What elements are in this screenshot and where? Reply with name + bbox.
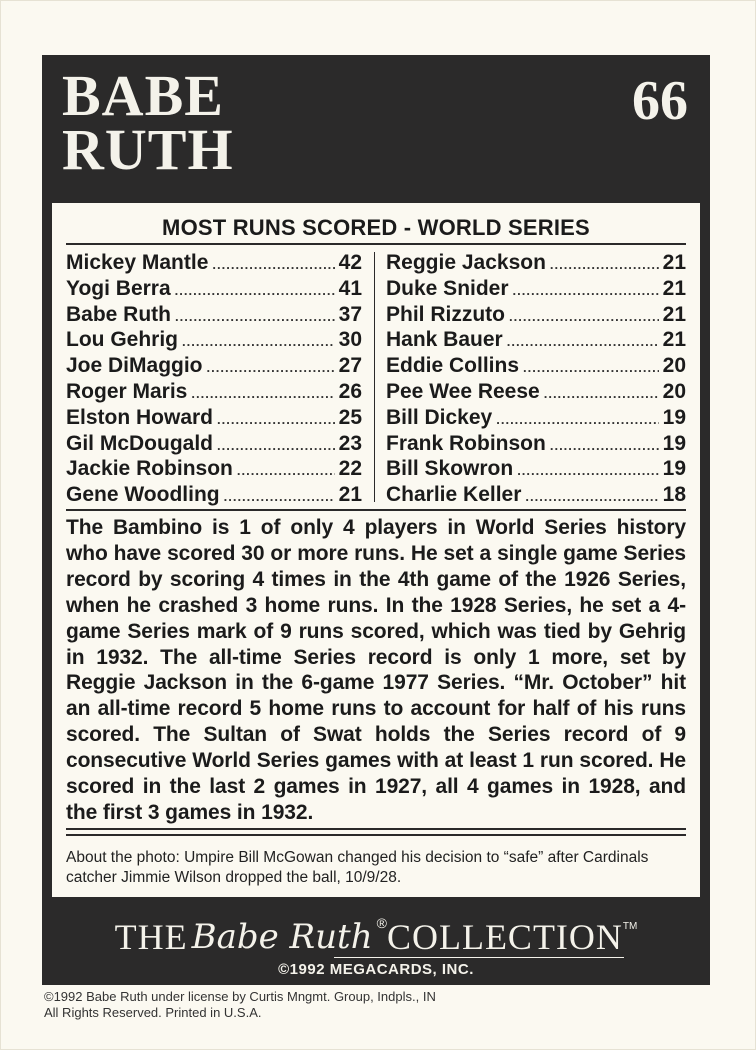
card-header (42, 55, 710, 203)
leader-name: Roger Maris (66, 379, 188, 403)
leader-name: Babe Ruth (66, 302, 171, 326)
legal-line-1: ©1992 Babe Ruth under license by Curtis Mngmt. Group, Indpls., IN (44, 989, 436, 1004)
career-blurb: The Bambino is 1 of only 4 players in World Series history who have scored 30 or more runs. He set a single game Series record by scoring 4 times in the 4th game of the 1926 Series, when he crashed 3 home runs. In the 1928 Series, he set a 4-game Series mark of 9 runs scored, which was tied by Gehrig in 1932. The all-time Series record is only 1 more, set by Reggie Jackson in the 6-game 1977 Series. “Mr. October” hit an all-time record 5 home runs to account for half of his runs scored. The Sultan of Swat holds the Series record of 9 consecutive World Series games with at least 1 run scored. He scored in the last 2 games in 1927, all 4 games in 1928, and the first 3 games in 1932. (66, 516, 686, 824)
leader-runs: 41 (338, 276, 362, 300)
leader-runs: 21 (662, 276, 686, 300)
leader-dots (525, 484, 658, 508)
registered-mark: ® (376, 915, 387, 931)
collection-logo (42, 915, 710, 959)
leader-name: Gene Woodling (66, 483, 220, 507)
leader-dots (182, 329, 335, 353)
leader-name: Phil Rizzuto (386, 302, 505, 326)
leader-name: Pee Wee Reese (386, 379, 540, 403)
leader-dots (237, 458, 335, 482)
player-name-line2: RUTH (62, 117, 234, 182)
leader-dots (496, 407, 658, 431)
leader-dots (217, 407, 335, 431)
leader-name: Mickey Mantle (66, 251, 209, 274)
leaders-column-right (386, 250, 686, 508)
leader-runs: 19 (662, 457, 686, 481)
legal-footer (44, 989, 704, 1021)
leader-runs: 25 (338, 405, 362, 429)
leader-dots (191, 381, 334, 405)
leader-row (66, 379, 362, 405)
leader-runs: 21 (662, 302, 686, 326)
collection-logo-band (42, 897, 710, 985)
section-title: MOST RUNS SCORED - WORLD SERIES (162, 215, 590, 240)
leader-runs: 26 (338, 379, 362, 403)
leader-row (386, 327, 686, 353)
leader-runs: 30 (338, 328, 362, 352)
leader-row (386, 431, 686, 457)
leader-runs: 42 (338, 251, 362, 274)
leader-row (386, 379, 686, 405)
content-panel (52, 203, 700, 897)
logo-prefix: THE (114, 917, 188, 957)
leader-name: Eddie Collins (386, 354, 520, 378)
leader-row (386, 482, 686, 508)
leader-name: Duke Snider (386, 276, 509, 300)
leader-row (386, 276, 686, 302)
leader-row (66, 250, 362, 276)
logo-underline (334, 957, 624, 958)
leader-name: Joe DiMaggio (66, 354, 203, 378)
leader-row (66, 456, 362, 482)
leader-name: Lou Gehrig (66, 328, 178, 352)
leader-dots (544, 381, 659, 405)
blurb-rule-top (66, 828, 686, 830)
leader-name: Elston Howard (66, 405, 214, 429)
card-number: 66 (632, 70, 688, 132)
leader-row (66, 431, 362, 457)
frame-right (700, 200, 710, 900)
leader-dots (523, 355, 659, 379)
title-rule (66, 243, 686, 245)
player-name-line1: BABE (62, 63, 224, 128)
leader-runs: 23 (338, 431, 362, 455)
leader-row (66, 276, 362, 302)
leader-row (66, 302, 362, 328)
leader-runs: 27 (338, 354, 362, 378)
leader-dots (175, 278, 335, 302)
leader-name: Charlie Keller (386, 483, 522, 507)
table-rule (66, 509, 686, 511)
leaders-table (66, 250, 686, 507)
leader-row (386, 250, 686, 276)
leader-runs: 21 (662, 251, 686, 274)
legal-line-2: All Rights Reserved. Printed in U.S.A. (44, 1005, 262, 1020)
leader-runs: 18 (662, 483, 686, 507)
player-name (62, 63, 234, 182)
leader-row (386, 405, 686, 431)
frame-left (42, 200, 52, 900)
leader-name: Jackie Robinson (66, 457, 233, 481)
leader-runs: 37 (338, 302, 362, 326)
leader-row (66, 327, 362, 353)
leader-runs: 21 (662, 328, 686, 352)
leader-dots (517, 458, 658, 482)
leader-name: Bill Dickey (386, 405, 493, 429)
logo-suffix: COLLECTION (386, 917, 623, 957)
leader-row (66, 405, 362, 431)
leader-dots (513, 278, 659, 302)
leader-name: Hank Bauer (386, 328, 503, 352)
leader-name: Gil McDougald (66, 431, 213, 455)
leader-runs: 19 (662, 431, 686, 455)
leaders-column-left (66, 250, 362, 508)
blurb-rule-bottom (66, 834, 686, 836)
leader-dots (224, 484, 335, 508)
megacards-copyright: ©1992 MEGACARDS, INC. (278, 961, 474, 978)
leader-row (386, 456, 686, 482)
logo-signature: Babe Ruth (191, 917, 373, 957)
leader-runs: 20 (662, 379, 686, 403)
leader-runs: 19 (662, 405, 686, 429)
leader-name: Yogi Berra (66, 276, 171, 300)
photo-caption: About the photo: Umpire Bill McGowan changed his decision to “safe” after Cardinals catcher Jimmie Wilson dropped the ball, 10/9/28. (66, 849, 649, 886)
leader-row (66, 482, 362, 508)
leader-row (66, 353, 362, 379)
leader-dots (550, 433, 659, 457)
leader-dots (509, 304, 659, 328)
leader-name: Reggie Jackson (386, 251, 546, 274)
leader-dots (550, 252, 659, 276)
leader-row (386, 353, 686, 379)
leader-row (386, 302, 686, 328)
leader-dots (212, 252, 334, 276)
column-divider (374, 252, 375, 502)
leader-runs: 21 (338, 483, 362, 507)
leader-runs: 20 (662, 354, 686, 378)
leader-runs: 22 (338, 457, 362, 481)
trademark-mark: TM (622, 921, 638, 932)
leader-name: Frank Robinson (386, 431, 546, 455)
leader-name: Bill Skowron (386, 457, 514, 481)
leader-dots (217, 433, 335, 457)
leader-dots (175, 304, 335, 328)
leader-dots (507, 329, 659, 353)
leader-dots (207, 355, 335, 379)
